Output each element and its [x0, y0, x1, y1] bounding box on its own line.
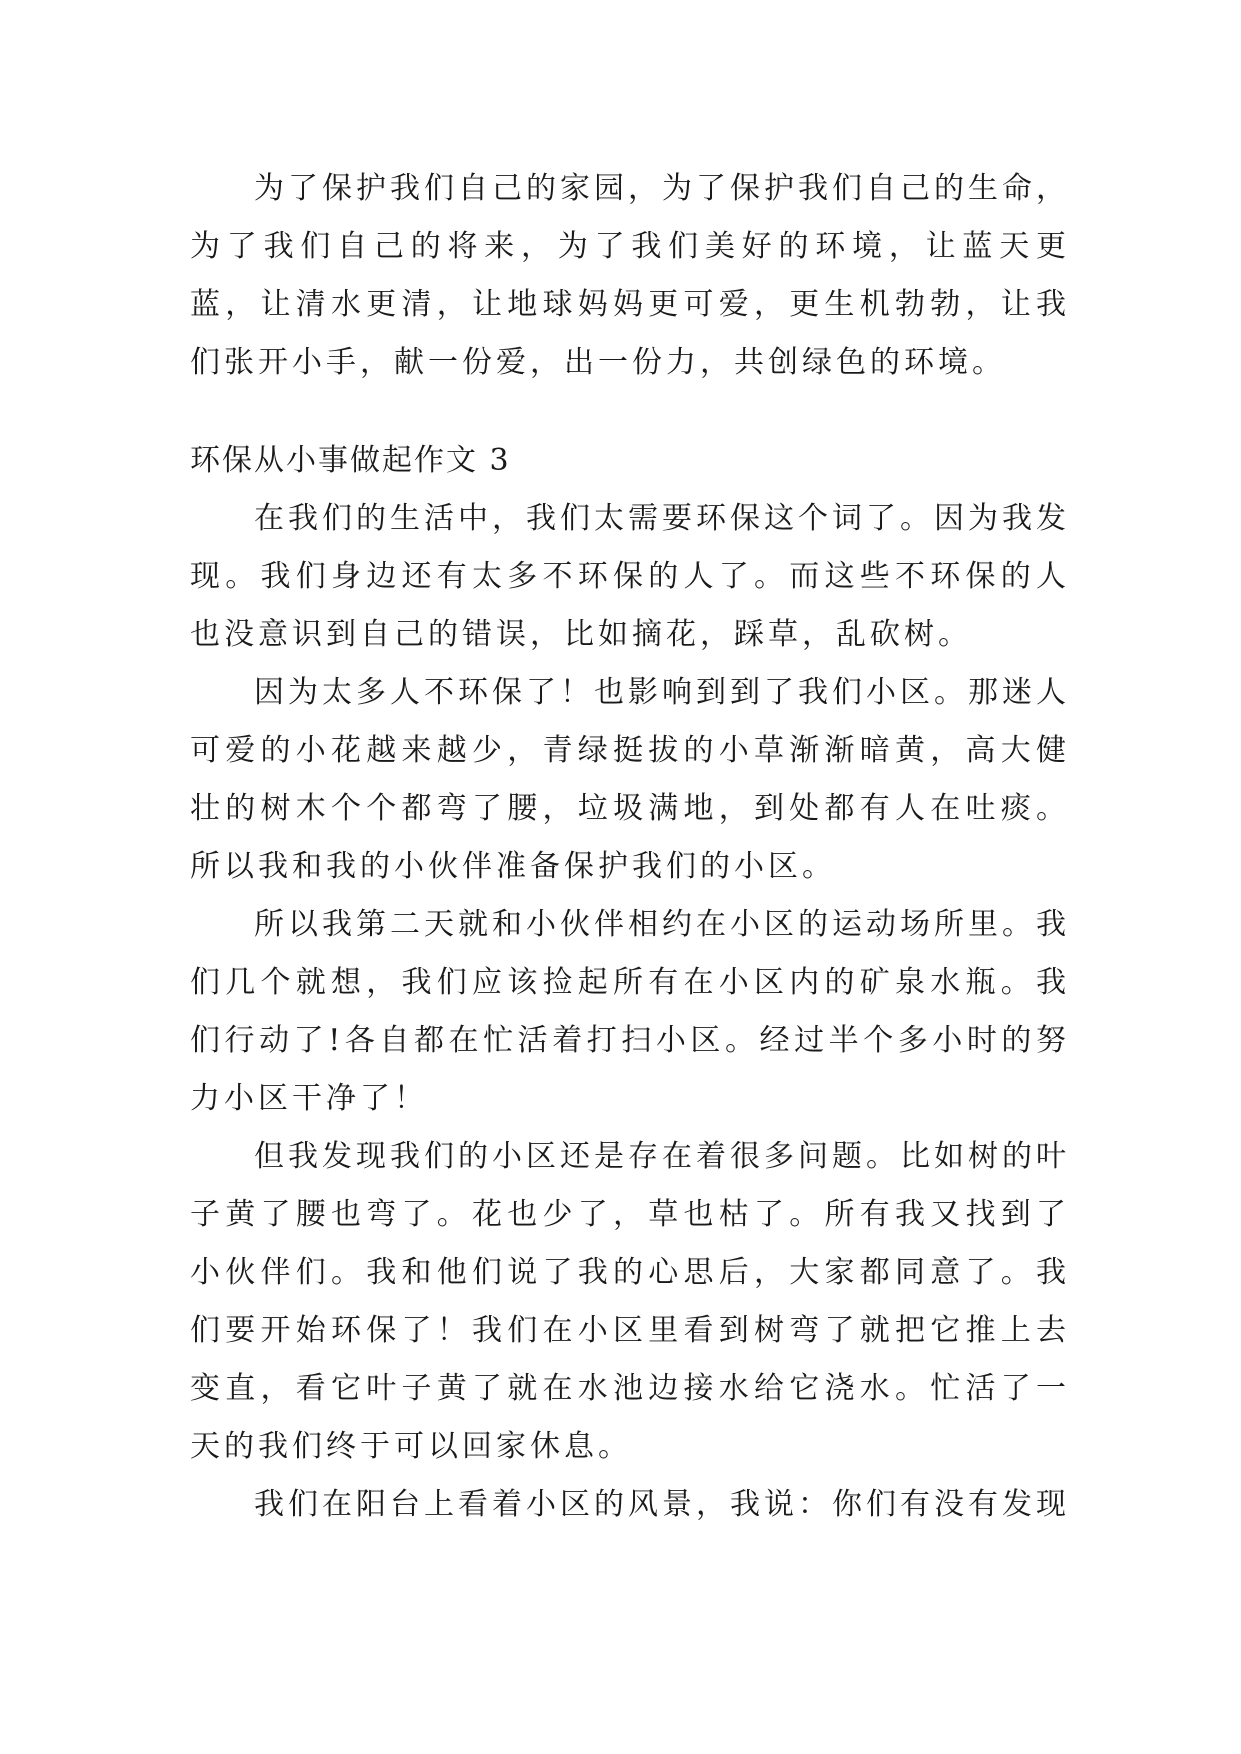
body-paragraph-1: 在我们的生活中，我们太需要环保这个词了。因为我发现。我们身边还有太多不环保的人了。而这些不环保的人也没意识到自己的错误，比如摘花，踩草，乱砍树。 — [190, 501, 1070, 652]
body-paragraph-4: 但我发现我们的小区还是存在着很多问题。比如树的叶子黄了腰也弯了。花也少了，草也枯了。所有我又找到了小伙伴们。我和他们说了我的心思后，大家都同意了。我们要开始环保了！我们在小区里看到树弯了就把它推上去变直，看它叶子黄了就在水池边接水给它浇水。忙活了一天的我们终于可以回家休息。 — [190, 1139, 1070, 1464]
body-paragraph-3: 所以我第二天就和小伙伴相约在小区的运动场所里。我们几个就想，我们应该捡起所有在小区内的矿泉水瓶。我们行动了!各自都在忙活着打扫小区。经过半个多小时的努力小区干净了！ — [190, 907, 1070, 1116]
document-body — [190, 160, 1070, 1534]
body-paragraph-2: 因为太多人不环保了！也影响到到了我们小区。那迷人可爱的小花越来越少，青绿挺拔的小草渐渐暗黄，高大健壮的树木个个都弯了腰，垃圾满地，到处都有人在吐痰。所以我和我的小伙伴准备保护我们的小区。 — [190, 675, 1070, 884]
body-paragraph-5: 我们在阳台上看着小区的风景，我说：你们有没有发现 — [254, 1487, 1070, 1522]
section-title: 环保从小事做起作文 3 — [190, 443, 511, 478]
intro-paragraph: 为了保护我们自己的家园，为了保护我们自己的生命，为了我们自己的将来，为了我们美好的环境，让蓝天更蓝，让清水更清，让地球妈妈更可爱，更生机勃勃，让我们张开小手，献一份爱，出一份力，共创绿色的环境。 — [190, 171, 1070, 380]
